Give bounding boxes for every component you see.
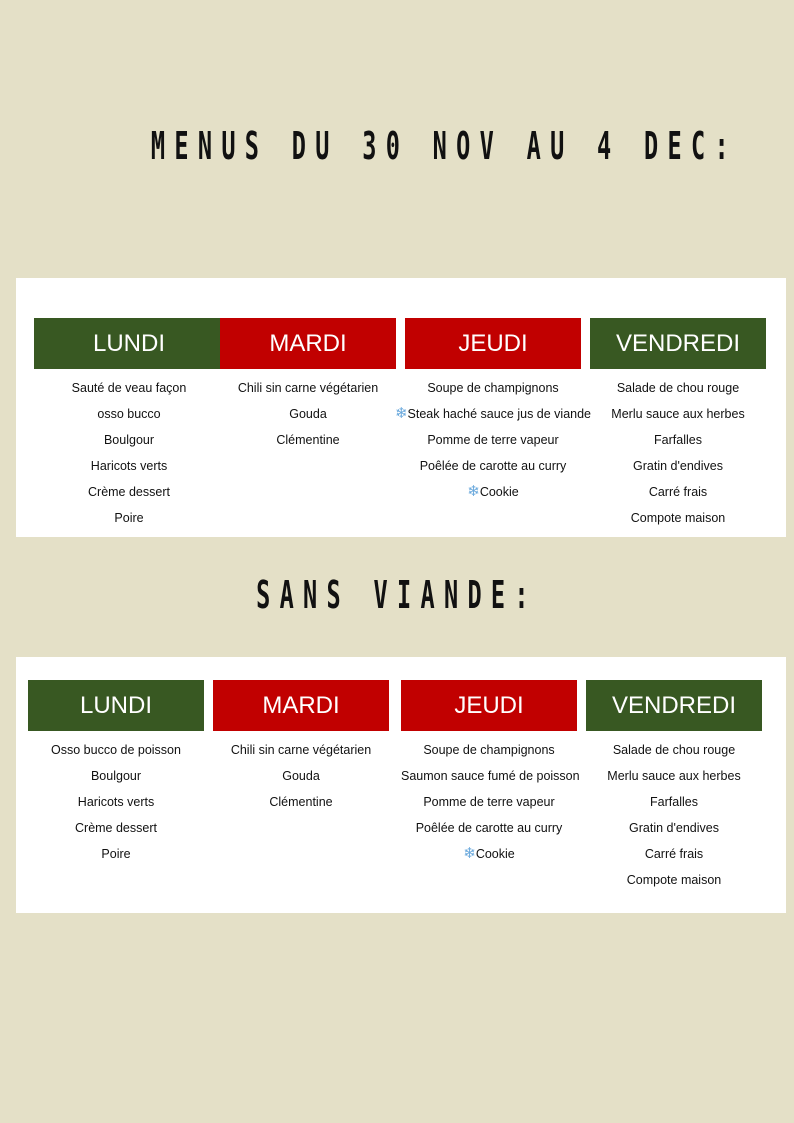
menu-item: Boulgour	[103, 433, 155, 447]
menu-item: Chili sin carne végétarien	[237, 381, 379, 395]
menu-item: Merlu sauce aux herbes	[607, 769, 741, 783]
menu-item: Clémentine	[276, 433, 340, 447]
section-title: SANS VIANDE:	[256, 573, 538, 617]
day-column-jeudi	[401, 680, 580, 867]
snowflake-icon: ❄	[394, 405, 408, 422]
menu-item: Poire	[101, 847, 131, 861]
menu-item: Haricots verts	[90, 459, 168, 473]
day-column-lundi	[34, 318, 224, 531]
menu-item: Poêlée de carotte au curry	[415, 821, 563, 835]
menu-item: Gouda	[289, 407, 327, 421]
menu-item: Soupe de champignons	[423, 743, 555, 757]
day-column-mardi	[213, 680, 389, 815]
page-title: MENUS DU 30 NOV AU 4 DEC:	[150, 124, 738, 168]
menu-item: Pomme de terre vapeur	[427, 433, 559, 447]
menu-item: Boulgour	[90, 769, 142, 783]
snowflake-icon: ❄	[467, 483, 480, 500]
menu-items-mardi	[213, 737, 389, 815]
day-header-lundi: LUNDI	[34, 318, 224, 369]
day-header-mardi: MARDI	[213, 680, 389, 731]
menu-items-vendredi	[590, 375, 766, 531]
day-header-mardi: MARDI	[220, 318, 396, 369]
menu-item: Salade de chou rouge	[612, 743, 736, 757]
menu-item-label: Cookie	[479, 485, 519, 499]
menu-items-lundi	[28, 737, 204, 867]
menu-item	[401, 841, 577, 867]
menu-item: Sauté de veau façon	[71, 381, 187, 395]
menu-item: Gouda	[282, 769, 320, 783]
day-header-lundi: LUNDI	[28, 680, 204, 731]
menu-item: Carré frais	[644, 847, 704, 861]
day-header-vendredi: VENDREDI	[586, 680, 762, 731]
menu-item: Chili sin carne végétarien	[230, 743, 372, 757]
menu-item-label: Steak haché sauce jus de viande	[407, 407, 592, 421]
day-column-vendredi	[586, 680, 762, 893]
menu-item: Compote maison	[630, 511, 726, 525]
menu-item: Crème dessert	[75, 821, 157, 835]
day-header-jeudi: JEUDI	[401, 680, 577, 731]
menu-item	[405, 479, 581, 505]
menu-items-jeudi	[401, 737, 580, 867]
menu-item-label: Cookie	[475, 847, 515, 861]
menu-panel-vegetarian	[16, 657, 786, 913]
menu-item: Farfalles	[654, 433, 702, 447]
menu-item: Gratin d'endives	[633, 459, 723, 473]
menu-item: Osso bucco de poisson	[51, 743, 181, 757]
menu-items-jeudi	[394, 375, 592, 505]
menu-item: Farfalles	[650, 795, 698, 809]
menu-items-vendredi	[586, 737, 762, 893]
menu-items-lundi	[34, 375, 224, 531]
menu-item: Carré frais	[648, 485, 708, 499]
menu-item: Salade de chou rouge	[616, 381, 740, 395]
menu-item: Gratin d'endives	[629, 821, 719, 835]
menu-items-mardi	[220, 375, 396, 453]
menu-item: Compote maison	[626, 873, 722, 887]
menu-item: Pomme de terre vapeur	[423, 795, 555, 809]
day-column-vendredi	[590, 318, 766, 531]
day-column-jeudi	[394, 318, 592, 505]
menu-item	[391, 401, 595, 427]
menu-item: Poire	[114, 511, 144, 525]
snowflake-icon: ❄	[463, 845, 476, 862]
menu-item: Soupe de champignons	[427, 381, 559, 395]
menu-item: Clémentine	[269, 795, 333, 809]
menu-item: Crème dessert	[88, 485, 170, 499]
day-column-lundi	[28, 680, 204, 867]
day-header-jeudi: JEUDI	[405, 318, 581, 369]
menu-item: Merlu sauce aux herbes	[611, 407, 745, 421]
menu-panel-regular	[16, 278, 786, 537]
day-header-vendredi: VENDREDI	[590, 318, 766, 369]
menu-item: Haricots verts	[77, 795, 155, 809]
day-column-mardi	[220, 318, 396, 453]
menu-item: Saumon sauce fumé de poisson	[401, 769, 580, 783]
menu-item: Poêlée de carotte au curry	[419, 459, 567, 473]
menu-item: osso bucco	[97, 407, 161, 421]
